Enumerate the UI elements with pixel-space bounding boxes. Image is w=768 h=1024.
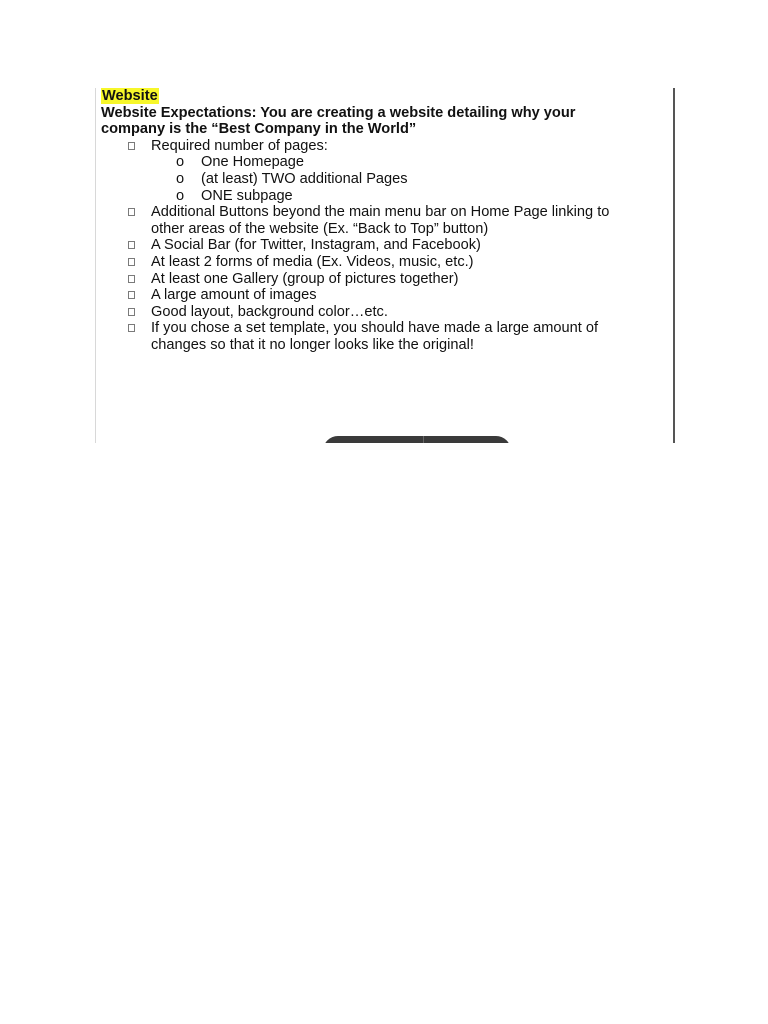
checklist-item [101, 304, 661, 321]
section-heading: Website [102, 88, 158, 104]
checklist-item-continuation [101, 221, 661, 238]
checklist [101, 138, 661, 354]
checklist-item-text: A Social Bar (for Twitter, Instagram, and Facebook) [151, 237, 481, 254]
checkbox-icon [128, 275, 135, 283]
checklist-item [101, 237, 661, 254]
sub-item [101, 188, 661, 205]
sub-item-marker: o [176, 170, 185, 187]
checklist-item-text: Good layout, background color…etc. [151, 303, 388, 320]
checklist-item [101, 271, 661, 288]
checklist-item [101, 320, 661, 337]
sub-item-text: (at least) TWO additional Pages [201, 170, 408, 187]
heading-row [101, 88, 661, 105]
sub-item [101, 154, 661, 171]
sub-item-marker: o [176, 187, 185, 204]
document-page [95, 88, 675, 443]
sub-item-text: One Homepage [201, 154, 305, 171]
document-content [101, 88, 661, 354]
checkbox-icon [128, 241, 135, 249]
checklist-item [101, 204, 661, 221]
checklist-item [101, 287, 661, 304]
sub-item [101, 171, 661, 188]
viewer-toolbar[interactable] [323, 436, 511, 443]
checkbox-icon [128, 258, 135, 266]
checklist-item-text: If you chose a set template, you should have made a large amount of [151, 320, 599, 337]
expectations-line-1: Website Expectations: You are creating a website detailing why your [101, 104, 576, 121]
toolbar-divider [423, 436, 424, 443]
checkbox-icon [128, 142, 135, 150]
sub-item-text: ONE subpage [201, 187, 293, 204]
page-left-border [95, 88, 96, 443]
checkbox-icon [128, 324, 135, 332]
checklist-item-text: Required number of pages: [151, 137, 328, 154]
page-right-border [673, 88, 675, 443]
checkbox-icon [128, 208, 135, 216]
checklist-item-text: other areas of the website (Ex. “Back to Top” button) [151, 220, 489, 237]
checklist-item [101, 254, 661, 271]
checklist-item-text: A large amount of images [151, 287, 317, 304]
checkbox-icon [128, 291, 135, 299]
checklist-item-text: changes so that it no longer looks like the original! [151, 336, 474, 353]
checkbox-icon [128, 308, 135, 316]
checklist-item [101, 138, 661, 155]
checklist-item-continuation [101, 337, 661, 354]
checklist-item-text: At least one Gallery (group of pictures together) [151, 270, 459, 287]
expectations-line-2: company is the “Best Company in the World” [101, 121, 417, 138]
checklist-item-text: At least 2 forms of media (Ex. Videos, music, etc.) [151, 253, 474, 270]
checklist-item-text: Additional Buttons beyond the main menu bar on Home Page linking to [151, 204, 610, 221]
sub-item-marker: o [176, 154, 185, 171]
